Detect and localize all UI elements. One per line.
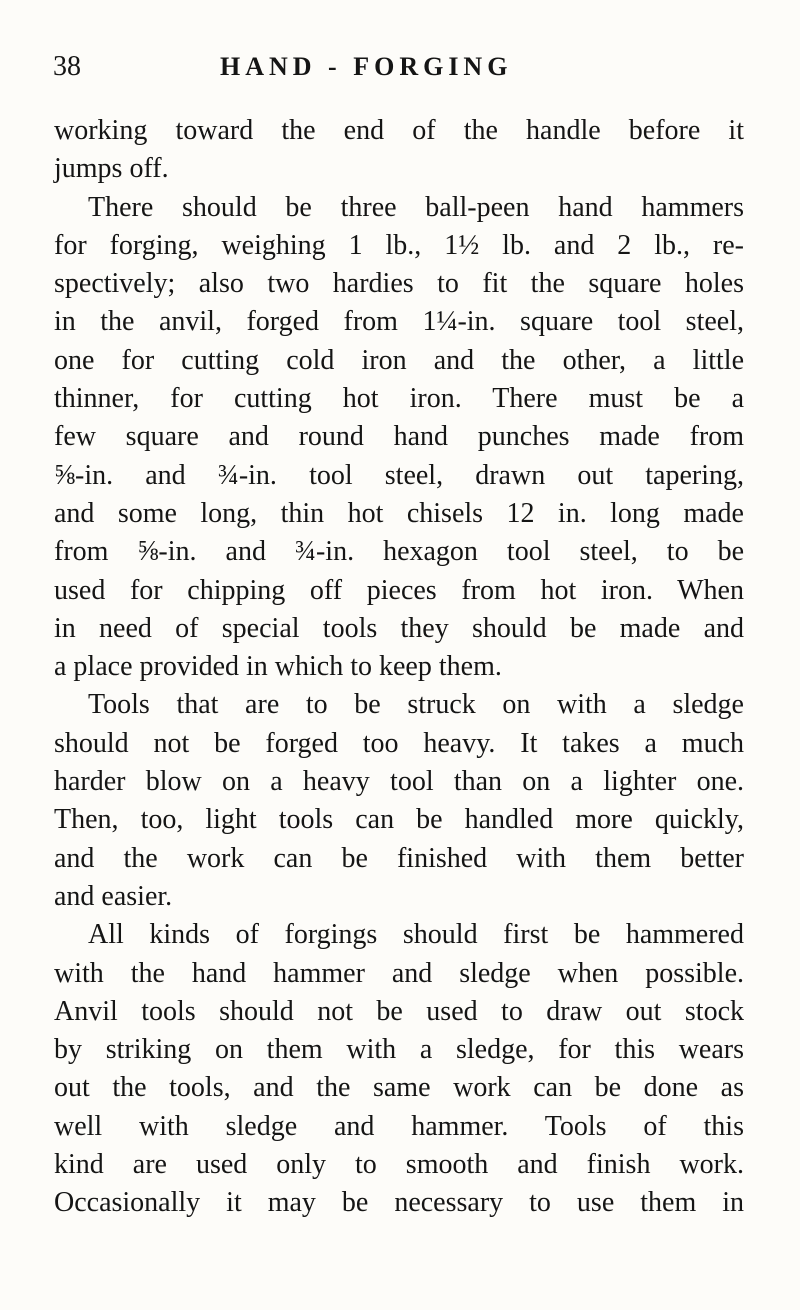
- text-line: few square and round hand punches made from: [54, 421, 744, 453]
- text-line: by striking on them with a sledge, for this wears: [54, 1034, 744, 1066]
- running-head: HAND - FORGING: [220, 52, 513, 81]
- text-line: Tools that are to be struck on with a sledge: [88, 689, 744, 721]
- paragraph-4: [54, 916, 744, 1222]
- text-line: Anvil tools should not be used to draw out stock: [54, 995, 744, 1027]
- text-line: a place provided in which to keep them.: [54, 651, 502, 683]
- text-line: ⅝-in. and ¾-in. tool steel, drawn out tapering,: [54, 459, 744, 491]
- text-line: with the hand hammer and sledge when possible.: [54, 957, 744, 989]
- body-text: [54, 112, 744, 1223]
- text-line: and easier.: [54, 880, 173, 912]
- text-line: Then, too, light tools can be handled more quickly,: [54, 804, 744, 836]
- text-line: well with sledge and hammer. Tools of this: [54, 1110, 744, 1142]
- text-line: harder blow on a heavy tool than on a lighter one.: [54, 766, 744, 798]
- text-line: All kinds of forgings should first be hammered: [88, 919, 744, 951]
- text-line: used for chipping off pieces from hot iron. When: [54, 574, 744, 606]
- text-line: in the anvil, forged from 1¼-in. square tool steel,: [54, 306, 744, 338]
- text-line: one for cutting cold iron and the other, a little: [54, 344, 744, 376]
- text-line: and some long, thin hot chisels 12 in. long made: [54, 497, 744, 529]
- text-line: out the tools, and the same work can be done as: [54, 1072, 744, 1104]
- paragraph-1: [54, 112, 744, 189]
- text-line: should not be forged too heavy. It takes a much: [54, 727, 744, 759]
- text-line: thinner, for cutting hot iron. There must be a: [54, 383, 744, 415]
- text-line: and the work can be finished with them better: [54, 842, 744, 874]
- text-line: spectively; also two hardies to fit the square holes: [54, 268, 744, 300]
- text-line: jumps off.: [54, 153, 169, 185]
- text-line: Occasionally it may be necessary to use them in: [54, 1187, 744, 1219]
- paragraph-2: [54, 189, 744, 687]
- paragraph-3: [54, 686, 744, 916]
- text-line: There should be three ball-peen hand hammers: [88, 191, 744, 223]
- text-line: for forging, weighing 1 lb., 1½ lb. and 2 lb., re-: [54, 229, 744, 261]
- text-line: working toward the end of the handle before it: [54, 115, 744, 146]
- text-line: from ⅝-in. and ¾-in. hexagon tool steel, to be: [54, 536, 744, 568]
- text-line: kind are used only to smooth and finish work.: [54, 1149, 744, 1181]
- text-line: in need of special tools they should be made and: [54, 612, 744, 644]
- page-number: 38: [53, 51, 81, 82]
